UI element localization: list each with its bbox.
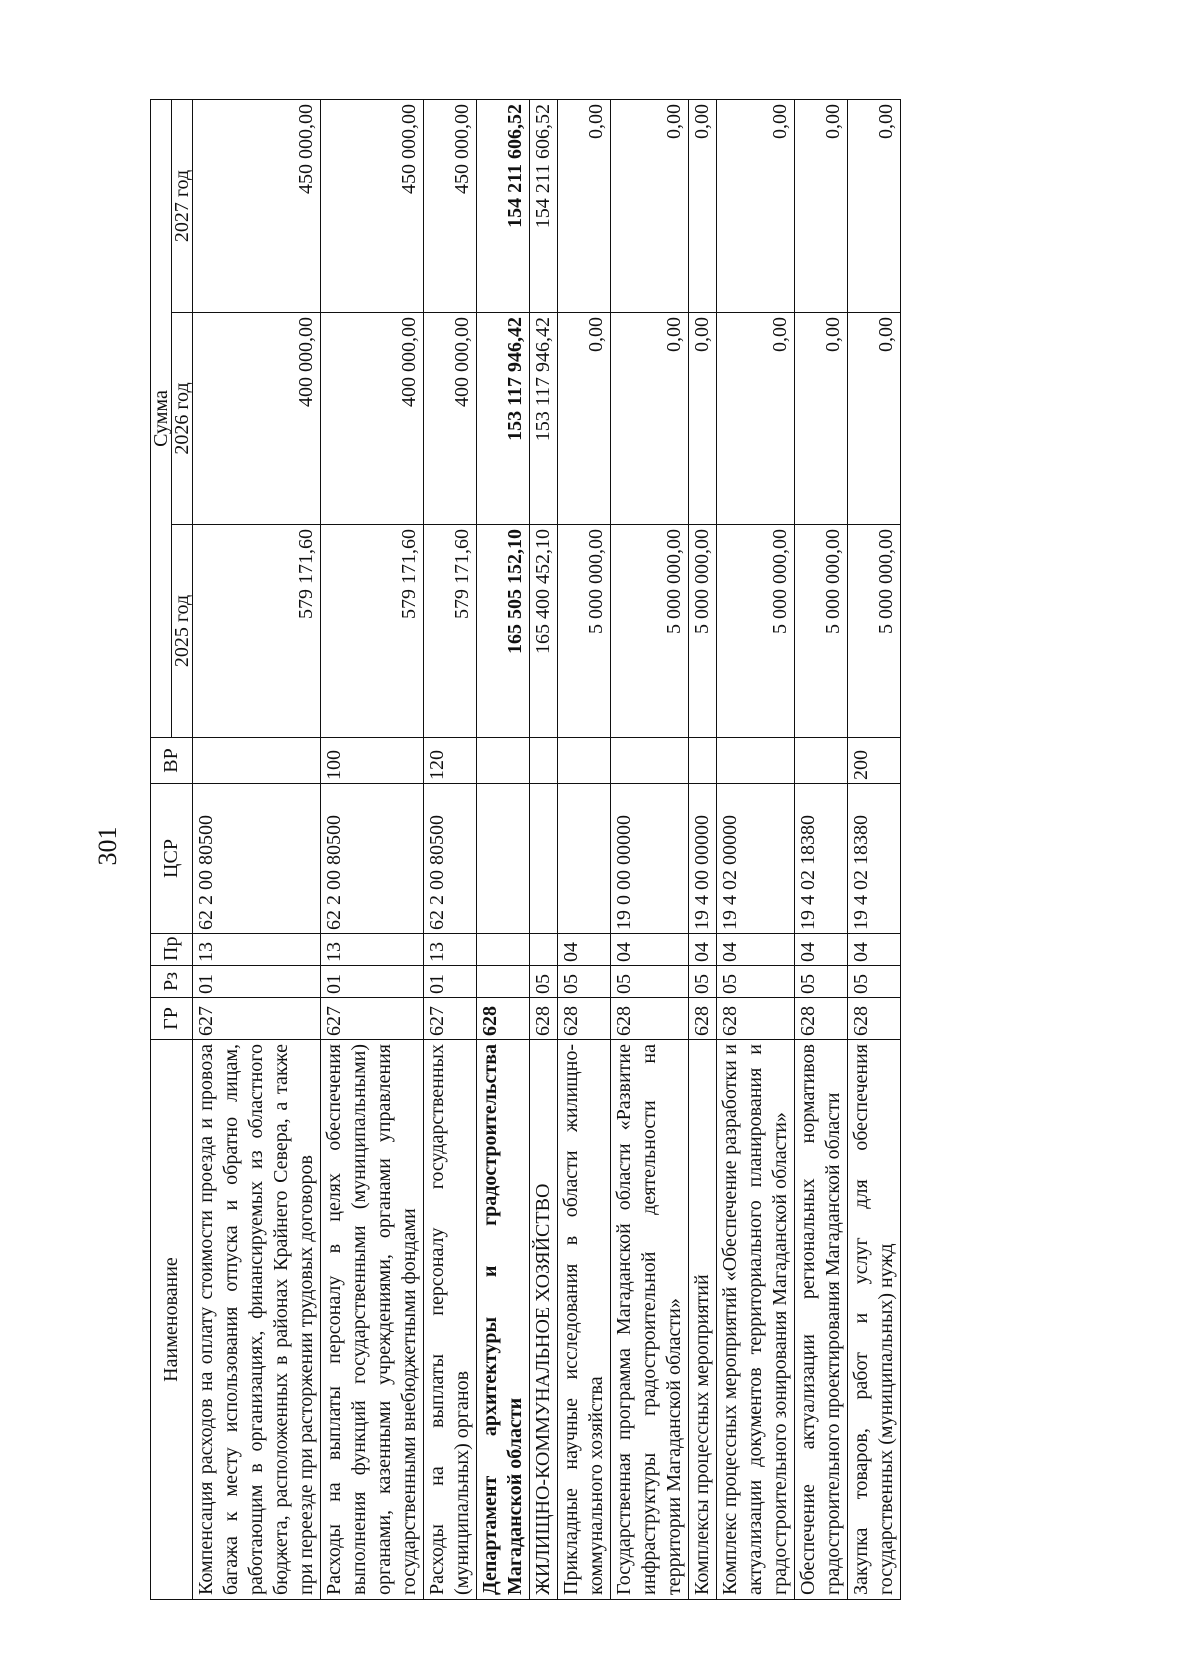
cell-vr: 120 (424, 738, 477, 784)
cell-2026: 153 117 946,42 (530, 313, 558, 525)
cell-name: Компенсация расходов на оплату стоимости проезда и провоза багажа к месту использования отпуска и обратно лицам, работающим в организациях, финансируемых из областного бюджета, расположенных в районах Крайнего Севера, а также при переезде при расторжении трудовых договоров (193, 1040, 321, 1600)
cell-gr: 628 (611, 998, 689, 1040)
cell-2025: 5 000 000,00 (611, 525, 689, 738)
cell-rz: 05 (530, 966, 558, 998)
cell-vr (530, 738, 558, 784)
cell-rz: 05 (848, 966, 901, 998)
cell-2025: 5 000 000,00 (848, 525, 901, 738)
cell-vr (717, 738, 795, 784)
cell-gr: 628 (848, 998, 901, 1040)
cell-2025: 5 000 000,00 (717, 525, 795, 738)
cell-vr: 200 (848, 738, 901, 784)
cell-2025: 579 171,60 (424, 525, 477, 738)
cell-gr: 627 (424, 998, 477, 1040)
cell-pr: 04 (795, 934, 848, 966)
cell-pr (477, 934, 530, 966)
table-row (424, 99, 477, 1599)
table-row (193, 99, 321, 1599)
cell-csr: 19 4 02 00000 (717, 784, 795, 934)
cell-2026: 0,00 (611, 313, 689, 525)
cell-rz: 05 (689, 966, 717, 998)
budget-table-container (150, 100, 980, 1600)
cell-2025: 5 000 000,00 (795, 525, 848, 738)
cell-csr: 19 0 00 00000 (611, 784, 689, 934)
cell-gr: 628 (530, 998, 558, 1040)
cell-2026: 0,00 (848, 313, 901, 525)
cell-rz: 05 (717, 966, 795, 998)
cell-2026: 400 000,00 (424, 313, 477, 525)
table-row (611, 99, 689, 1599)
cell-name: Обеспечение актуализации региональных нормативов градостроительного проектирования Магаданской области (795, 1040, 848, 1600)
table-body (193, 99, 901, 1599)
cell-2027: 154 211 606,52 (530, 99, 558, 312)
cell-rz: 05 (795, 966, 848, 998)
cell-2025: 5 000 000,00 (689, 525, 717, 738)
cell-gr: 628 (477, 998, 530, 1040)
cell-vr (689, 738, 717, 784)
cell-2025: 165 400 452,10 (530, 525, 558, 738)
cell-pr: 04 (848, 934, 901, 966)
table-row (717, 99, 795, 1599)
cell-csr (558, 784, 611, 934)
cell-2027: 0,00 (848, 99, 901, 312)
cell-2026: 0,00 (689, 313, 717, 525)
cell-pr: 04 (611, 934, 689, 966)
header-2025: 2025 год (172, 525, 193, 738)
cell-name: Комплексы процессных мероприятий (689, 1040, 717, 1600)
cell-vr (477, 738, 530, 784)
cell-pr: 13 (321, 934, 424, 966)
budget-table-rotated (150, 100, 980, 1600)
cell-pr: 13 (193, 934, 321, 966)
table-row (321, 99, 424, 1599)
cell-gr: 628 (558, 998, 611, 1040)
header-rz: Рз (151, 966, 193, 998)
cell-name: Прикладные научные исследования в области жилищно-коммунального хозяйства (558, 1040, 611, 1600)
cell-pr: 04 (558, 934, 611, 966)
cell-name: Расходы на выплаты персоналу в целях обеспечения выполнения функций государственными (муниципальными) органами, казенными учреждениями, органами управления государственными внебюджетными фондами (321, 1040, 424, 1600)
cell-gr: 628 (689, 998, 717, 1040)
header-sum: Сумма (151, 99, 172, 737)
cell-csr: 19 4 02 18380 (795, 784, 848, 934)
cell-rz: 05 (558, 966, 611, 998)
cell-2026: 0,00 (717, 313, 795, 525)
cell-name: Государственная программа Магаданской области «Развитие инфраструктуры градостроительной деятельности на территории Магаданской области» (611, 1040, 689, 1600)
cell-pr: 04 (717, 934, 795, 966)
cell-vr: 100 (321, 738, 424, 784)
page-number: 301 (93, 826, 122, 866)
cell-gr: 628 (717, 998, 795, 1040)
cell-csr: 62 2 00 80500 (193, 784, 321, 934)
cell-pr (530, 934, 558, 966)
cell-gr: 627 (321, 998, 424, 1040)
cell-rz: 01 (193, 966, 321, 998)
cell-name: Комплекс процессных мероприятий «Обеспечение разработки и актуализации документов территориального планирования и градостроительного зонирования Магаданской области» (717, 1040, 795, 1600)
cell-csr: 62 2 00 80500 (424, 784, 477, 934)
table-row (477, 99, 530, 1599)
cell-csr: 62 2 00 80500 (321, 784, 424, 934)
header-gr: ГР (151, 998, 193, 1040)
cell-rz: 01 (321, 966, 424, 998)
cell-2025: 579 171,60 (321, 525, 424, 738)
cell-2026: 0,00 (795, 313, 848, 525)
header-row-1 (151, 99, 172, 1599)
cell-csr (530, 784, 558, 934)
header-2026: 2026 год (172, 313, 193, 525)
table-row (848, 99, 901, 1599)
cell-name: Закупка товаров, работ и услуг для обеспечения государственных (муниципальных) нужд (848, 1040, 901, 1600)
cell-pr: 13 (424, 934, 477, 966)
cell-2027: 0,00 (558, 99, 611, 312)
cell-name: Департамент архитектуры и градостроительства Магаданской области (477, 1040, 530, 1600)
cell-rz (477, 966, 530, 998)
cell-gr: 628 (795, 998, 848, 1040)
cell-name: ЖИЛИЩНО-КОММУНАЛЬНОЕ ХОЗЯЙСТВО (530, 1040, 558, 1600)
table-row (530, 99, 558, 1599)
cell-gr: 627 (193, 998, 321, 1040)
cell-2026: 153 117 946,42 (477, 313, 530, 525)
cell-vr (558, 738, 611, 784)
cell-2027: 0,00 (717, 99, 795, 312)
header-csr: ЦСР (151, 784, 193, 934)
cell-2025: 5 000 000,00 (558, 525, 611, 738)
cell-name: Расходы на выплаты персоналу государственных (муниципальных) органов (424, 1040, 477, 1600)
cell-2026: 400 000,00 (193, 313, 321, 525)
header-pr: Пр (151, 934, 193, 966)
cell-2027: 0,00 (795, 99, 848, 312)
cell-csr (477, 784, 530, 934)
table-row (795, 99, 848, 1599)
cell-rz: 01 (424, 966, 477, 998)
cell-2026: 400 000,00 (321, 313, 424, 525)
cell-2025: 579 171,60 (193, 525, 321, 738)
header-2027: 2027 год (172, 99, 193, 312)
cell-2027: 154 211 606,52 (477, 99, 530, 312)
header-vr: ВР (151, 738, 193, 784)
table-row (689, 99, 717, 1599)
cell-vr (611, 738, 689, 784)
cell-2027: 0,00 (611, 99, 689, 312)
cell-vr (795, 738, 848, 784)
cell-csr: 19 4 02 18380 (848, 784, 901, 934)
cell-2027: 450 000,00 (321, 99, 424, 312)
cell-rz: 05 (611, 966, 689, 998)
budget-table (150, 99, 901, 1600)
cell-2027: 450 000,00 (424, 99, 477, 312)
header-name: Наименование (151, 1040, 193, 1600)
cell-csr: 19 4 00 00000 (689, 784, 717, 934)
cell-2027: 450 000,00 (193, 99, 321, 312)
cell-pr: 04 (689, 934, 717, 966)
cell-2026: 0,00 (558, 313, 611, 525)
table-row (558, 99, 611, 1599)
cell-2027: 0,00 (689, 99, 717, 312)
cell-vr (193, 738, 321, 784)
cell-2025: 165 505 152,10 (477, 525, 530, 738)
